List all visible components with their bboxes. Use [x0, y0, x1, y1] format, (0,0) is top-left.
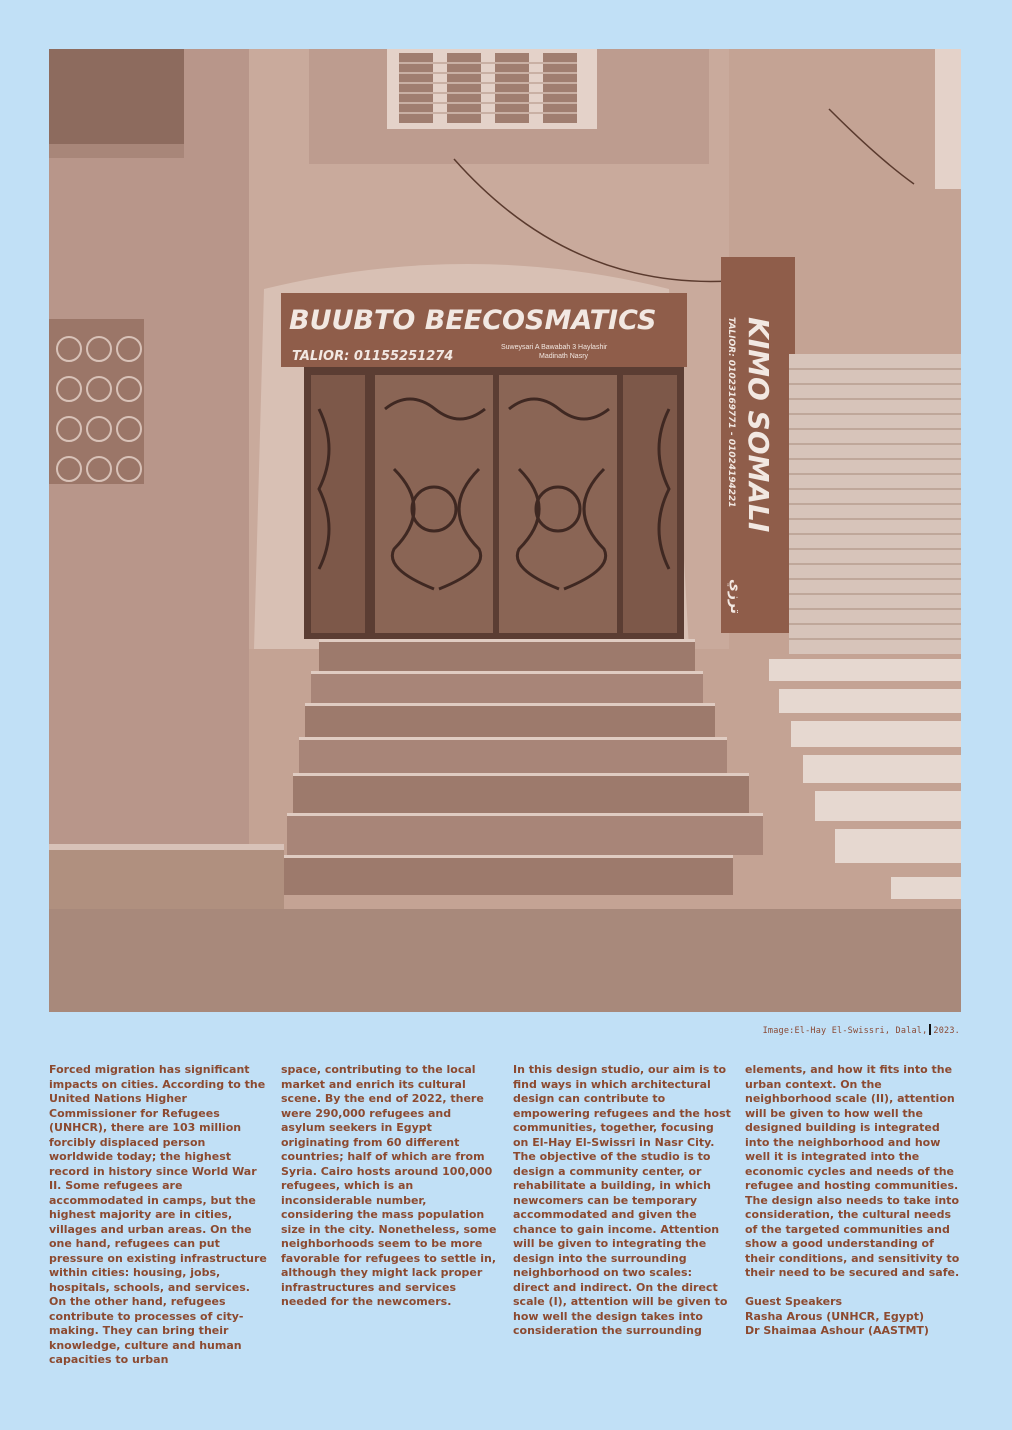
text-column-3: [513, 1063, 731, 1339]
caption-text: Image:El-Hay El-Swissri, Dalal,: [762, 1026, 928, 1036]
text-column-1: [49, 1063, 267, 1368]
caption-year: 2023.: [933, 1026, 960, 1036]
paragraph-intro: Forced migration has significant impacts on cities. According to the United Nations Higher Commissioner for Refugees (UNHCR), there are 103 million forcibly displaced person worldwide today; the highest record in history since World War II. Some refugees are accommodated in camps, but the highest majority are in cities, villages and urban areas. On the one hand, refugees can put pressure on existing infrastructure within cities: housing, jobs, hospitals, schools, and services. On the other hand, refugees contribute to processes of city-making. They can bring their knowledge, culture and human capacities to urban: [49, 1063, 267, 1366]
paragraph-studio-aim: In this design studio, our aim is to find ways in which architectural design can contribute to empowering refugees and the host communities, together, focusing on El-Hay El-Swissri in Nasr City. The objective of the studio is to design a community center, or rehabilitate a building, in which newcomers can be temporary accommodated and given the chance to gain income. Attention will be given to integrating the design into the surrounding neighborhood on two scales: direct and indirect. On the direct scale (I), attention will be given to how well the design takes into consideration the surrounding: [513, 1063, 731, 1337]
guest-speaker-1: Rasha Arous (UNHCR, Egypt): [745, 1309, 925, 1323]
text-column-4: [745, 1063, 963, 1339]
storefront-photo: [49, 49, 961, 1012]
side-sign-arabic: ترزي: [727, 579, 743, 614]
text-cursor: [929, 1024, 931, 1035]
side-sign-title: KIMO SOMALI: [742, 317, 775, 533]
main-sign-address-line2: Madinath Nasry: [539, 353, 589, 360]
paragraph-cairo-context: space, contributing to the local market and enrich its cultural scene. By the end of 2022, there were 290,000 refugees and asylum seekers in Egypt originating from 60 different countries; half of which are from Syria. Cairo hosts around 100,000 refugees, which is an inconsiderable number, considering the mass population size in the city. Nonetheless, some neighborhoods seem to be more favorable for refugees to settle in, although they might lack proper infrastructures and services needed for the newcomers.: [281, 1063, 497, 1308]
side-sign-phone: TALIOR: 01023169771 - 01024194221: [726, 317, 736, 508]
main-sign-phone: TALIOR: 01155251274: [292, 349, 454, 364]
main-sign-address-line1: Suweysari A Bawabah 3 Haylashir: [501, 344, 608, 351]
guest-speakers-heading: Guest Speakers: [745, 1295, 843, 1308]
paragraph-scales: elements, and how it fits into the urban context. On the neighborhood scale (II), attention will be given to how well the designed building is integrated into the neighborhood and how well it is integrated into the economic cycles and needs of the refugee and hosting communities. The design also needs to take into consideration, the cultural needs of the targeted communities and show a good understanding of their conditions, and sensitivity to their need to be secured and safe.: [745, 1063, 960, 1279]
guest-speaker-2: Dr Shaimaa Ashour (AASTMT): [745, 1324, 929, 1337]
main-sign-title: BUUBTO BEECOSMATICS: [289, 305, 657, 336]
image-caption: [763, 1024, 960, 1036]
text-column-2: [281, 1063, 499, 1310]
